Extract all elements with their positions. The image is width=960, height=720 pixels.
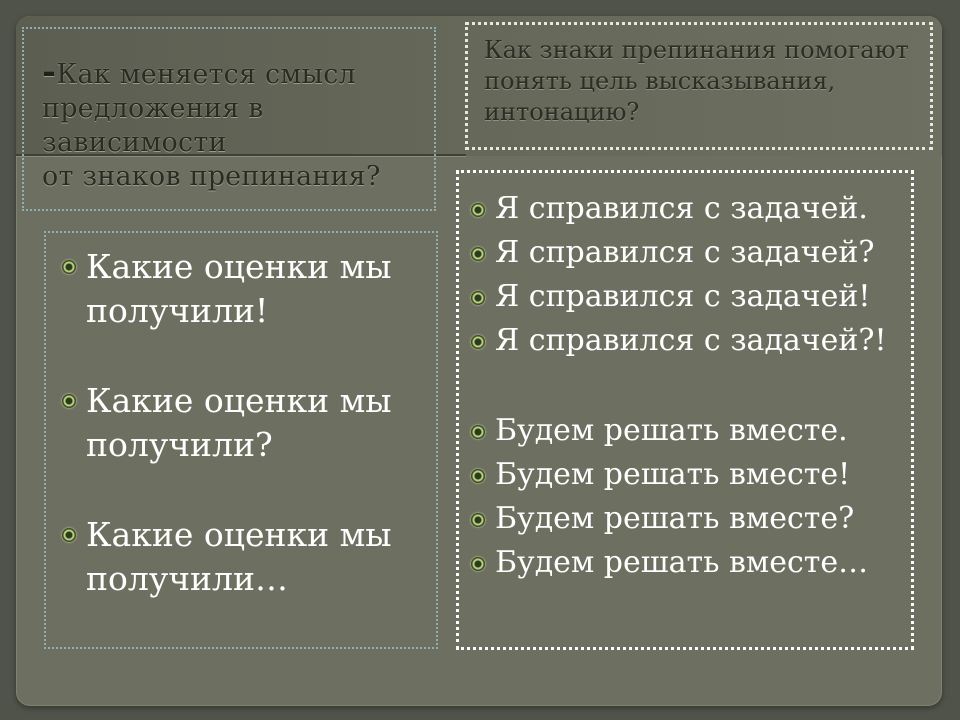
list-item <box>60 379 426 467</box>
round-bullet-icon <box>471 203 485 217</box>
list-item-text: Я справился с задачей?! <box>495 323 887 358</box>
round-bullet-icon <box>471 469 485 483</box>
list-item-text: Будем решать вместе. <box>495 413 848 448</box>
list-item-text: Какие оценки мы получили! <box>86 247 392 330</box>
list-item <box>471 319 905 363</box>
question-text: Как знаки препинания помогают понять цель высказывания, интонацию? <box>484 36 909 126</box>
list-item <box>471 453 905 497</box>
list-item <box>471 541 905 585</box>
round-bullet-icon <box>471 335 485 349</box>
list-item-text: Я справился с задачей. <box>495 191 868 226</box>
list-item <box>60 513 426 601</box>
round-bullet-icon <box>62 394 76 408</box>
list-item-text: Какие оценки мы получили… <box>86 515 392 598</box>
title-dash: - <box>42 52 57 92</box>
round-bullet-icon <box>471 425 485 439</box>
round-bullet-icon <box>471 513 485 527</box>
list-item <box>60 245 426 333</box>
list-item-text: Я справился с задачей? <box>495 235 875 270</box>
round-bullet-icon <box>471 291 485 305</box>
title-box <box>22 27 436 211</box>
title-text: Как меняется смысл предложения в зависимости от знаков препинания? <box>42 59 381 192</box>
round-bullet-icon <box>62 528 76 542</box>
list-item <box>471 497 905 541</box>
list-item <box>471 275 905 319</box>
slide-title <box>42 52 422 194</box>
round-bullet-icon <box>471 557 485 571</box>
list-item-text: Будем решать вместе! <box>495 457 851 492</box>
question-box <box>465 22 933 150</box>
list-item <box>471 231 905 275</box>
list-item <box>471 409 905 453</box>
round-bullet-icon <box>471 247 485 261</box>
list-item-text: Какие оценки мы получили? <box>86 381 392 464</box>
round-bullet-icon <box>62 260 76 274</box>
list-item-text: Я справился с задачей! <box>495 279 871 314</box>
list-item-text: Будем решать вместе… <box>495 545 869 580</box>
left-examples-box <box>44 231 438 649</box>
list-item-text: Будем решать вместе? <box>495 501 855 536</box>
right-examples-box <box>456 170 914 650</box>
group-spacer <box>471 363 905 409</box>
list-item <box>471 187 905 231</box>
